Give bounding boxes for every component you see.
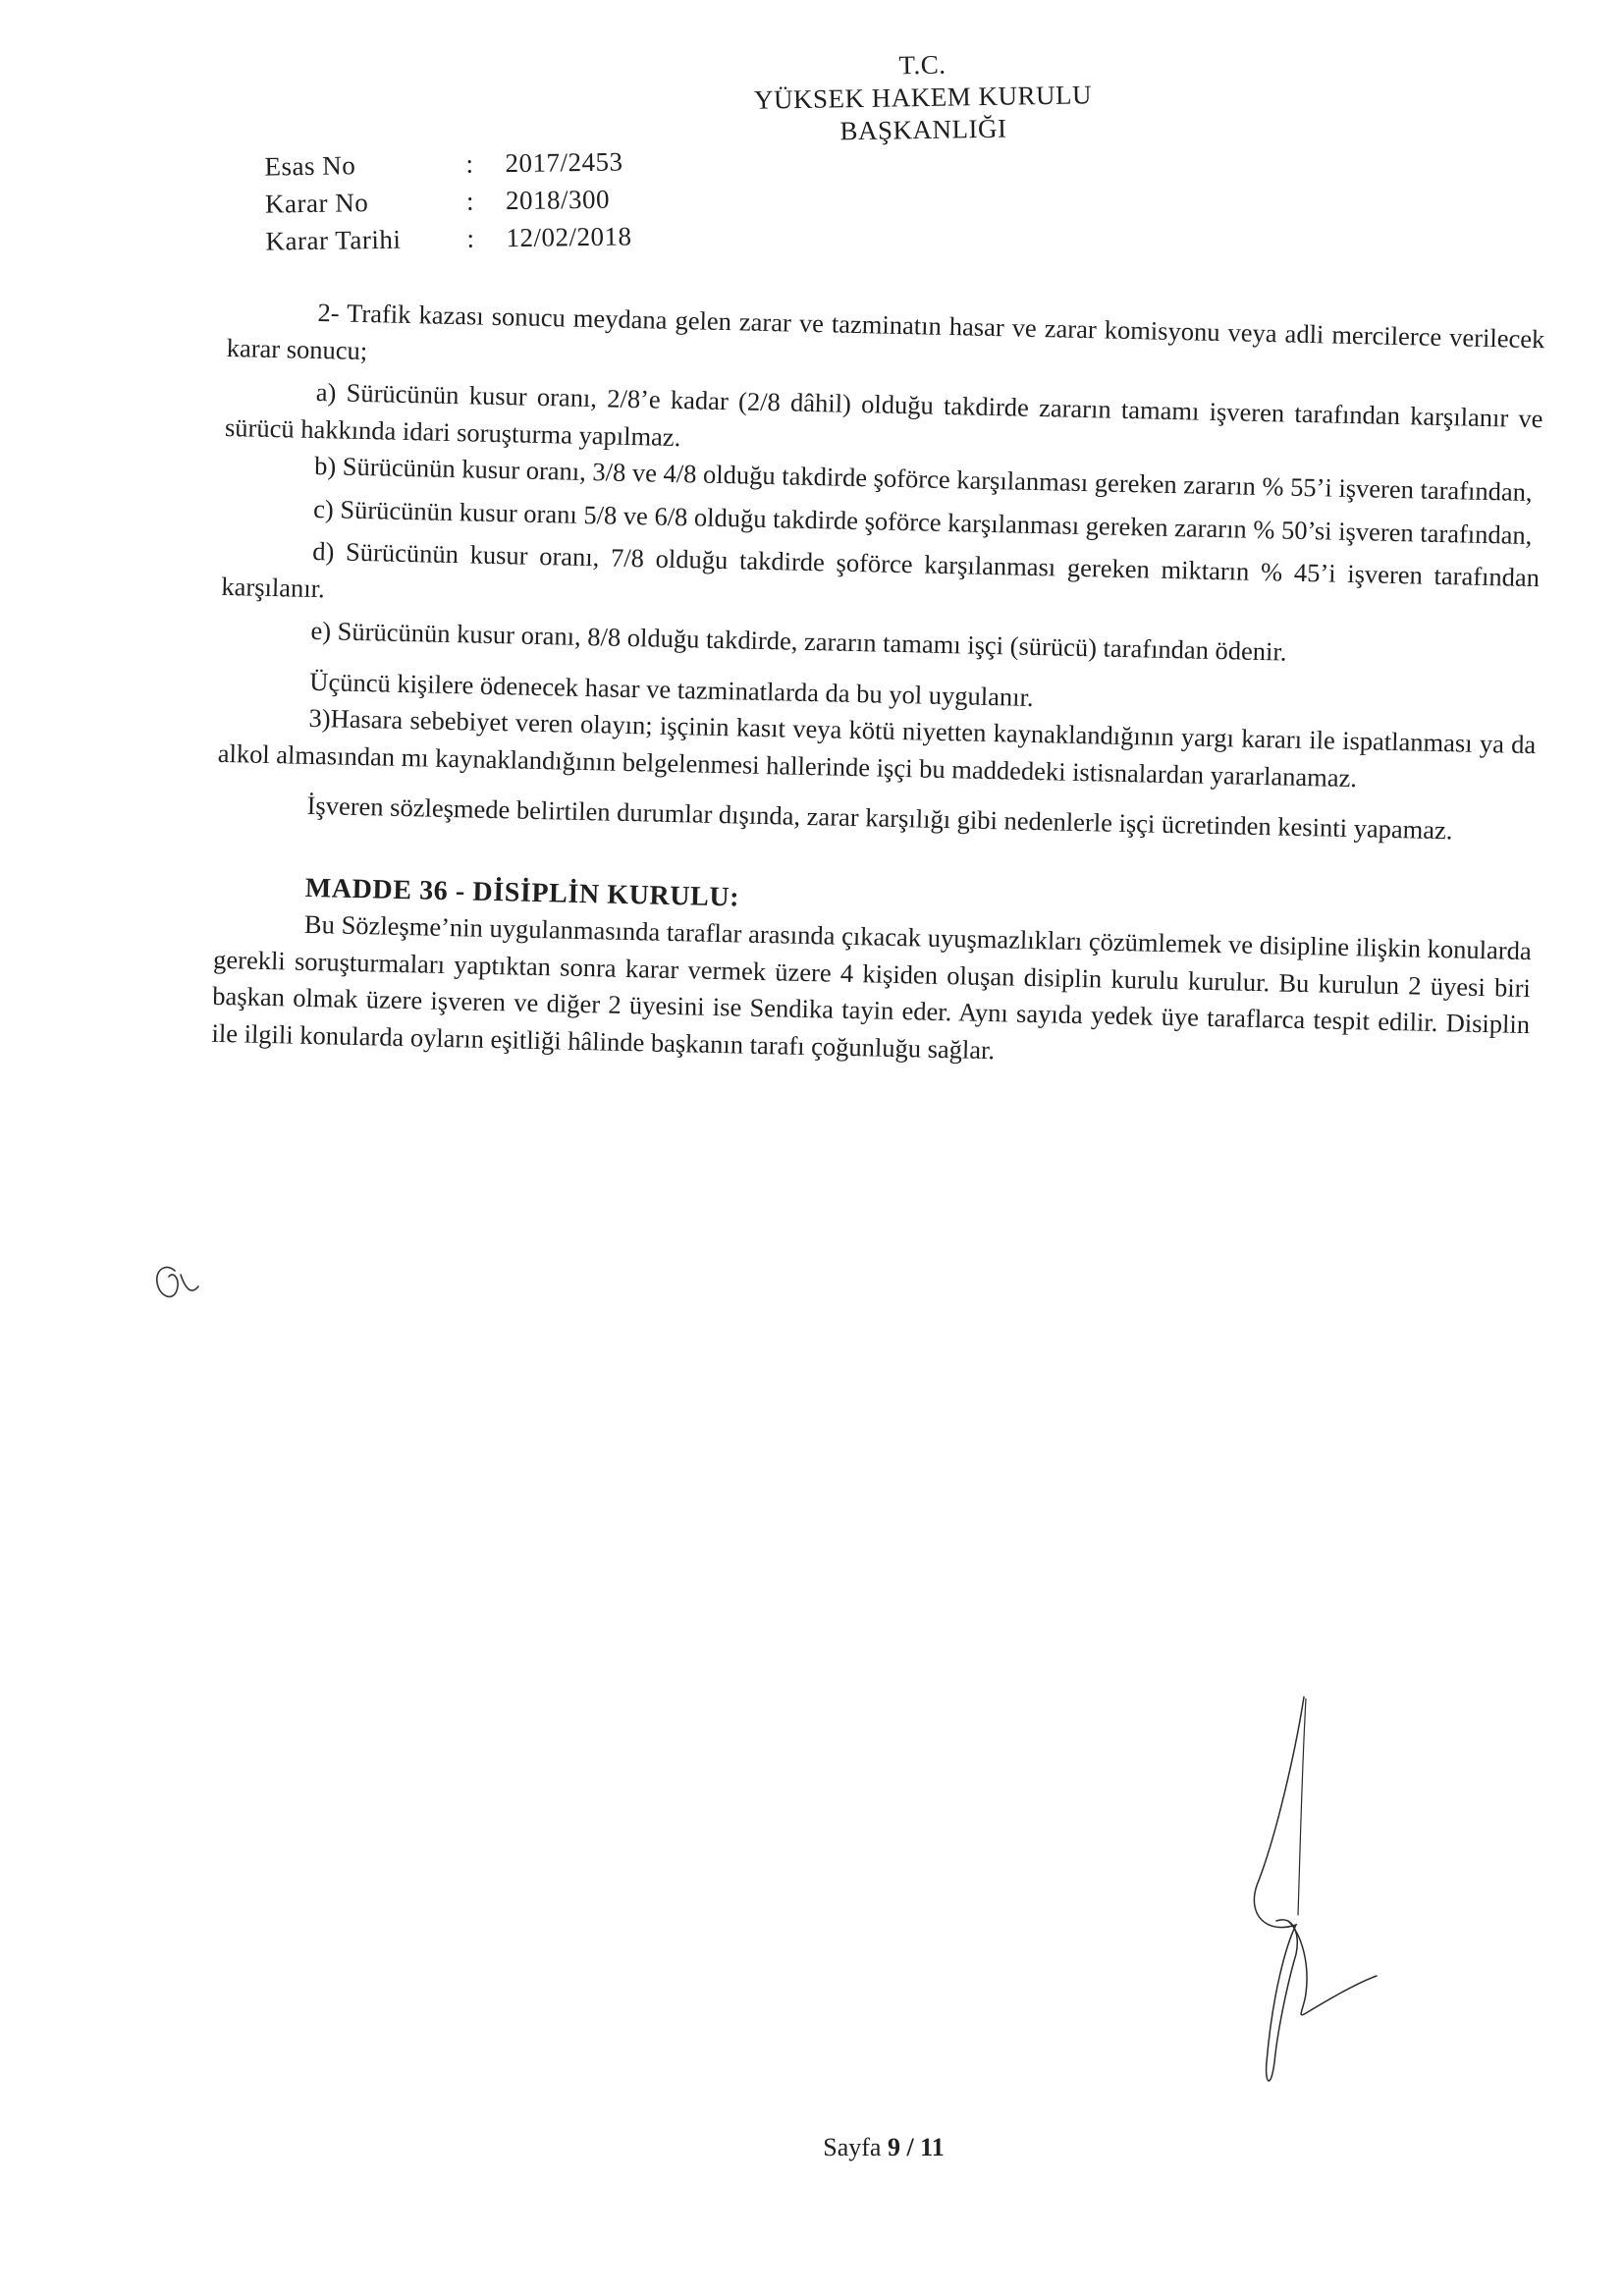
tarih-label: Karar Tarihi (265, 224, 402, 256)
paragraph-2a: a) Sürücünün kusur oranı, 2/8’e kadar (2/8 dâhil) olduğu takdirde zararın tamamı işveren tarafından karşılanır ve sürücü hakkında idari soruşturma yapılmaz. (224, 376, 1543, 452)
karar-value: 2018/300 (505, 184, 611, 216)
karar-colon: : (465, 186, 474, 216)
signature-mark (1208, 1689, 1384, 2102)
country-label: T.C. (898, 49, 947, 81)
esas-row (264, 142, 631, 185)
esas-value: 2017/2453 (505, 146, 623, 179)
paragraph-2b: b) Sürücünün kusur oranı, 3/8 ve 4/8 olduğu takdirde şoförce karşılanması gereken zararın % 55’i işveren tarafından, (313, 450, 1533, 508)
tarih-row (265, 217, 632, 259)
org-name-line1: YÜKSEK HAKEM KURULU (753, 80, 1093, 115)
karar-label: Karar No (264, 188, 369, 219)
paragraph-2c: c) Sürücünün kusur oranı 5/8 ve 6/8 olduğu takdirde şoförce karşılanması gereken zararın % 50’si işveren tarafından, (312, 493, 1533, 550)
tarih-value: 12/02/2018 (506, 221, 632, 253)
paragraph-2e: e) Sürücünün kusur oranı, 8/8 olduğu takdirde, zararın tamamı işçi (sürücü) tarafından ödenir. (310, 615, 1287, 667)
org-name-line2: BAŞKANLIĞI (839, 113, 1007, 146)
case-metadata (264, 142, 632, 259)
paragraph-third-parties: Üçüncü kişilere ödenecek hasar ve tazminatlarda da bu yol uygulanır. (309, 666, 1034, 712)
paragraph-madde-36: Bu Sözleşme’nin uygulanmasında taraflar arasında çıkacak uyuşmazlıkları çözümlemek ve disipline ilişkin konularda gerekli soruşturmaları yaptıktan sonra karar vermek üzere 4 kişiden oluşan disiplin kurulu kurulur. Bu kurulun 2 üyesi biri başkan olmak üzere işveren ve diğer 2 üyesini ise Sendika tayin eder. Aynı sayıda yedek üye taraflarca tespit edilir. Disiplin ile ilgili konularda oyların eşitliği hâlinde başkanın tarafı çoğunluğu sağlar. (211, 908, 1533, 1065)
paragraph-3: 3)Hasara sebebiyet veren olayın; işçinin kasıt veya kötü niyetten kaynaklandığının yargı kararı ile ispatlanması ya da alkol almasından mı kaynaklandığının belgelenmesi hallerinde işçi bu maddedeki istisnalardan yararlanamaz. (217, 702, 1537, 793)
margin-initial-mark (147, 1257, 206, 1326)
tarih-colon: : (466, 223, 475, 253)
page-label: Sayfa (823, 2133, 882, 2161)
page-number: 9 / 11 (887, 2133, 945, 2161)
paragraph-employer-deduction: İşveren sözleşmede belirtilen durumlar dışında, zarar karşılığı gibi nedenlerle işçi ücretinden kesinti yapamaz. (306, 790, 1453, 846)
esas-colon: : (465, 148, 474, 179)
page-footer (785, 2133, 982, 2162)
paragraph-2: 2- Trafik kazası sonucu meydana gelen zarar ve tazminatın hasar ve zarar komisyonu veya adli mercilerce verilecek karar sonucu; (226, 298, 1545, 365)
document-body (211, 293, 1545, 1080)
issuing-authority (686, 45, 1159, 150)
esas-label: Esas No (264, 150, 356, 182)
karar-row (265, 180, 632, 222)
paragraph-2d: d) Sürücünün kusur oranı, 7/8 olduğu takdirde şoförce karşılanması gereken miktarın % 45’i işveren tarafından karşılanır. (221, 535, 1541, 603)
section-heading-madde-36: MADDE 36 - DİSİPLİN KURULU: (304, 872, 740, 913)
